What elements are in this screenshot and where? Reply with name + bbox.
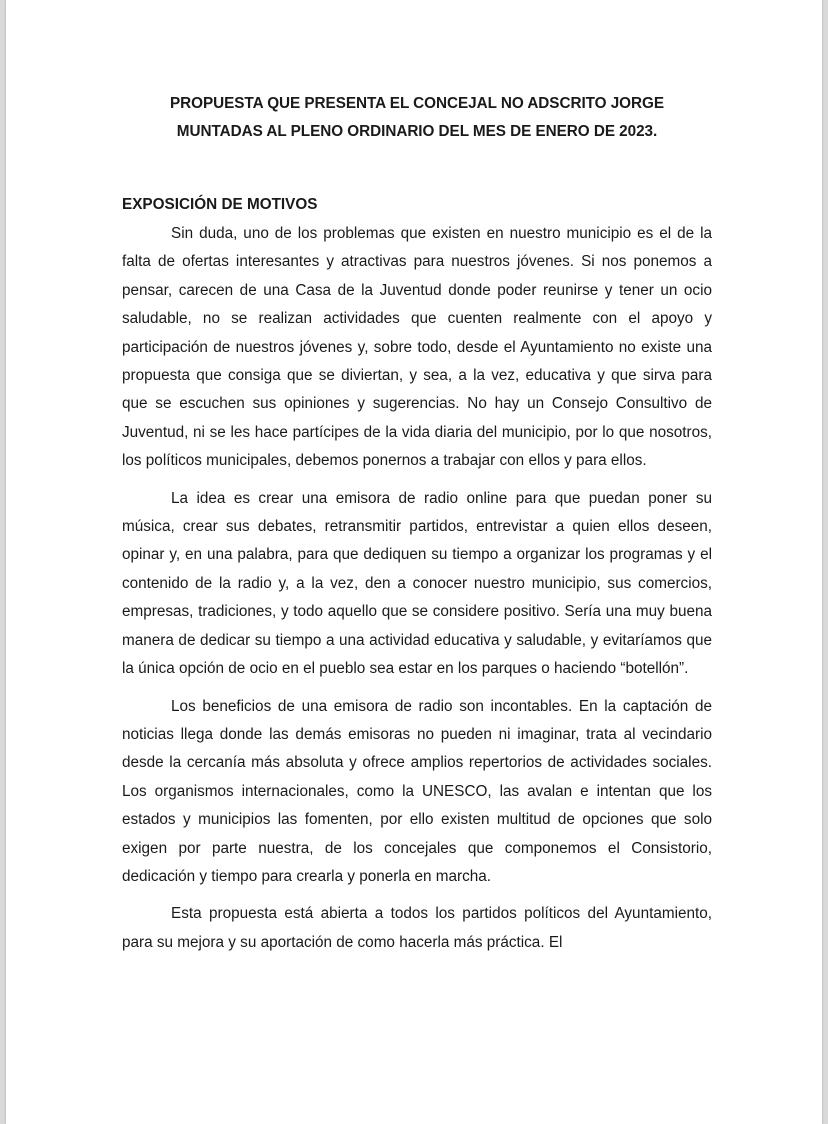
title-line-1: PROPUESTA QUE PRESENTA EL CONCEJAL NO ADSCRITO JORGE: [169, 95, 665, 112]
paragraph-2: La idea es crear una emisora de radio online para que puedan poner su música, crear sus debates, retransmitir partidos, entrevistar a quien ellos deseen, opinar y, en una palabra, para que dediquen su tiempo a organizar los programas y el contenido de la radio y, a la vez, den a conocer nuestro municipio, sus comercios, empresas, tradiciones, y todo aquello que se considere positivo. Sería una muy buena manera de dedicar su tiempo a una actividad educativa y saludable, y evitaríamos que la única opción de ocio en el pueblo sea estar en los parques o haciendo “botellón”.: [122, 489, 712, 678]
section-heading: EXPOSICIÓN DE MOTIVOS: [122, 196, 318, 213]
body-paragraphs: [122, 220, 712, 957]
document-content: [122, 90, 712, 966]
paragraph-4: Esta propuesta está abierta a todos los partidos políticos del Ayuntamiento, para su mejora y su aportación de como hacerla más práctica. El: [122, 905, 712, 951]
document-page: [6, 0, 822, 1124]
title-line-2: MUNTADAS AL PLENO ORDINARIO DEL MES DE ENERO DE 2023.: [176, 122, 658, 140]
paragraph-1: Sin duda, uno de los problemas que existen en nuestro municipio es el de la falta de ofertas interesantes y atractivas para nuestros jóvenes. Si nos ponemos a pensar, carecen de una Casa de la Juventud donde poder reunirse y tener un ocio saludable, no se realizan actividades que cuenten realmente con el apoyo y participación de nuestros jóvenes y, sobre todo, desde el Ayuntamiento no existe una propuesta que consiga que se diviertan, y sea, a la vez, educativa y que sirva para que se escuchen sus opiniones y sugerencias. No hay un Consejo Consultivo de Juventud, ni se les hace partícipes de la vida diaria del municipio, por lo que nosotros, los políticos municipales, debemos ponernos a trabajar con ellos y para ellos.: [122, 225, 712, 470]
paragraph-3: Los beneficios de una emisora de radio son incontables. En la captación de noticias llega donde las demás emisoras no pueden ni imaginar, trata al vecindario desde la cercanía más absoluta y ofrece amplios repertorios de actividades sociales. Los organismos internacionales, como la UNESCO, las avalan e intentan que los estados y municipios las fomenten, por ello existen multitud de opciones que solo exigen por parte nuestra, de los concejales que componemos el Consistorio, dedicación y tiempo para crearla y ponerla en marcha.: [122, 697, 712, 885]
document-title: [122, 90, 712, 145]
